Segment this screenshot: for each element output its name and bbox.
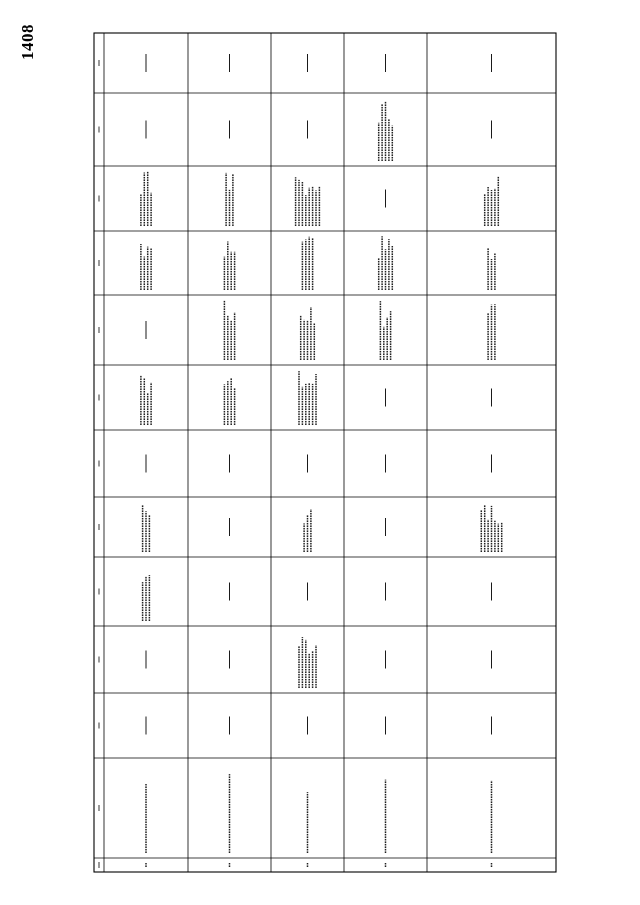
table-frame: [94, 33, 556, 872]
page-number: 1408: [18, 24, 37, 60]
